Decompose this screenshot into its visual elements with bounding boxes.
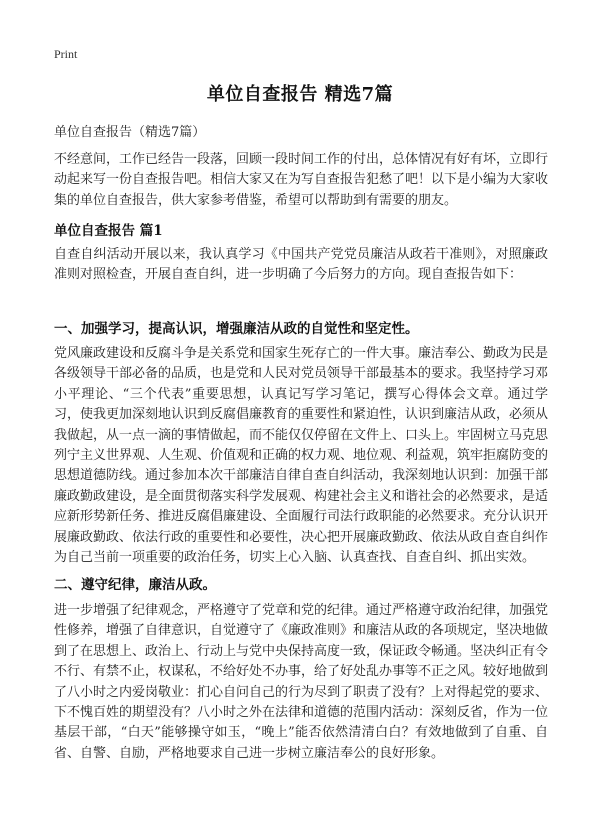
article-heading: 单位自查报告 篇1 (54, 223, 163, 239)
print-link[interactable]: Print (54, 47, 78, 61)
section-heading: 二、遵守纪律，廉洁从政。 (54, 577, 216, 593)
intro-paragraph: 不经意间，工作已经告一段落，回顾一段时间工作的付出，总体情况有好有坏，立即行动起来写一份自查报告吧。相信大家又在为写自查报告犯愁了吧！以下是小编为大家收集的单位自查报告，供大家参考借鉴，希望可以帮助到有需要的朋友。 (54, 152, 549, 208)
section-body: 进一步增强了纪律观念，严格遵守了党章和党的纪律。通过严格遵守政治纪律，加强党性修养，增强了自律意识，自觉遵守了《廉政准则》和廉洁从政的各项规定，坚决地做到了在思想上、政治上、行动上与党中央保持高度一致，保证政令畅通。坚决纠正有令不行、有禁不止，权谋私，不给好处不办事，给了好处乱办事等不正之风。较好地做到了八小时之内爱岗敬业：扪心自问自己的行为尽到了职责了没有？上对得起党的要求、下不愧百姓的期望没有？八小时之外在法律和道德的范围内活动：深刻反省，作为一位基层干部，“白天”能够操守如玉，“晚上”能否依然清清白白？有效地做到了自重、自省、自警、自励，严格地要求自己进一步树立廉洁奉公的良好形象。 (54, 603, 549, 761)
document-subtitle: 单位自查报告（精选7篇） (54, 125, 206, 140)
section-heading: 一、加强学习，提高认识，增强廉洁从政的自觉性和坚定性。 (54, 321, 419, 337)
opening-paragraph: 自查自纠活动开展以来，我认真学习《中国共产党党员廉洁从政若干准则》，对照廉政准则对照检查，开展自查自纠，进一步明确了今后努力的方向。现自查报告如下： (54, 247, 548, 283)
section-body: 党风廉政建设和反腐斗争是关系党和国家生死存亡的一件大事。廉洁奉公、勤政为民是各级领导干部必备的品质，也是党和人民对党员领导干部最基本的要求。我坚持学习邓小平理论、“三个代表”重要思想，认真记写学习笔记，撰写心得体会文章。通过学习，使我更加深刻地认识到反腐倡廉教育的重要性和紧迫性，认识到廉洁从政，必须从我做起，从一点一滴的事情做起，而不能仅仅停留在文件上、口头上。牢固树立马克思列宁主义世界观、人生观、价值观和正确的权力观、地位观、利益观，筑牢拒腐防变的思想道德防线。通过参加本次干部廉洁自律自查自纠活动，我深刻地认识到：加强干部廉政勤政建设，是全面贯彻落实科学发展观、构建社会主义和谐社会的必然要求，是适应新形势新任务、推进反腐倡廉建设、全面履行司法行政职能的必然要求。充分认识开展廉政勤政、依法行政的重要性和必要性，决心把开展廉政勤政、依法从政自查自纠作为自己当前一项重要的政治任务，切实上心入脑、认真查找、自查自纠、抓出实效。 (54, 346, 549, 566)
page-title: 单位自查报告 精选7篇 (206, 84, 394, 105)
